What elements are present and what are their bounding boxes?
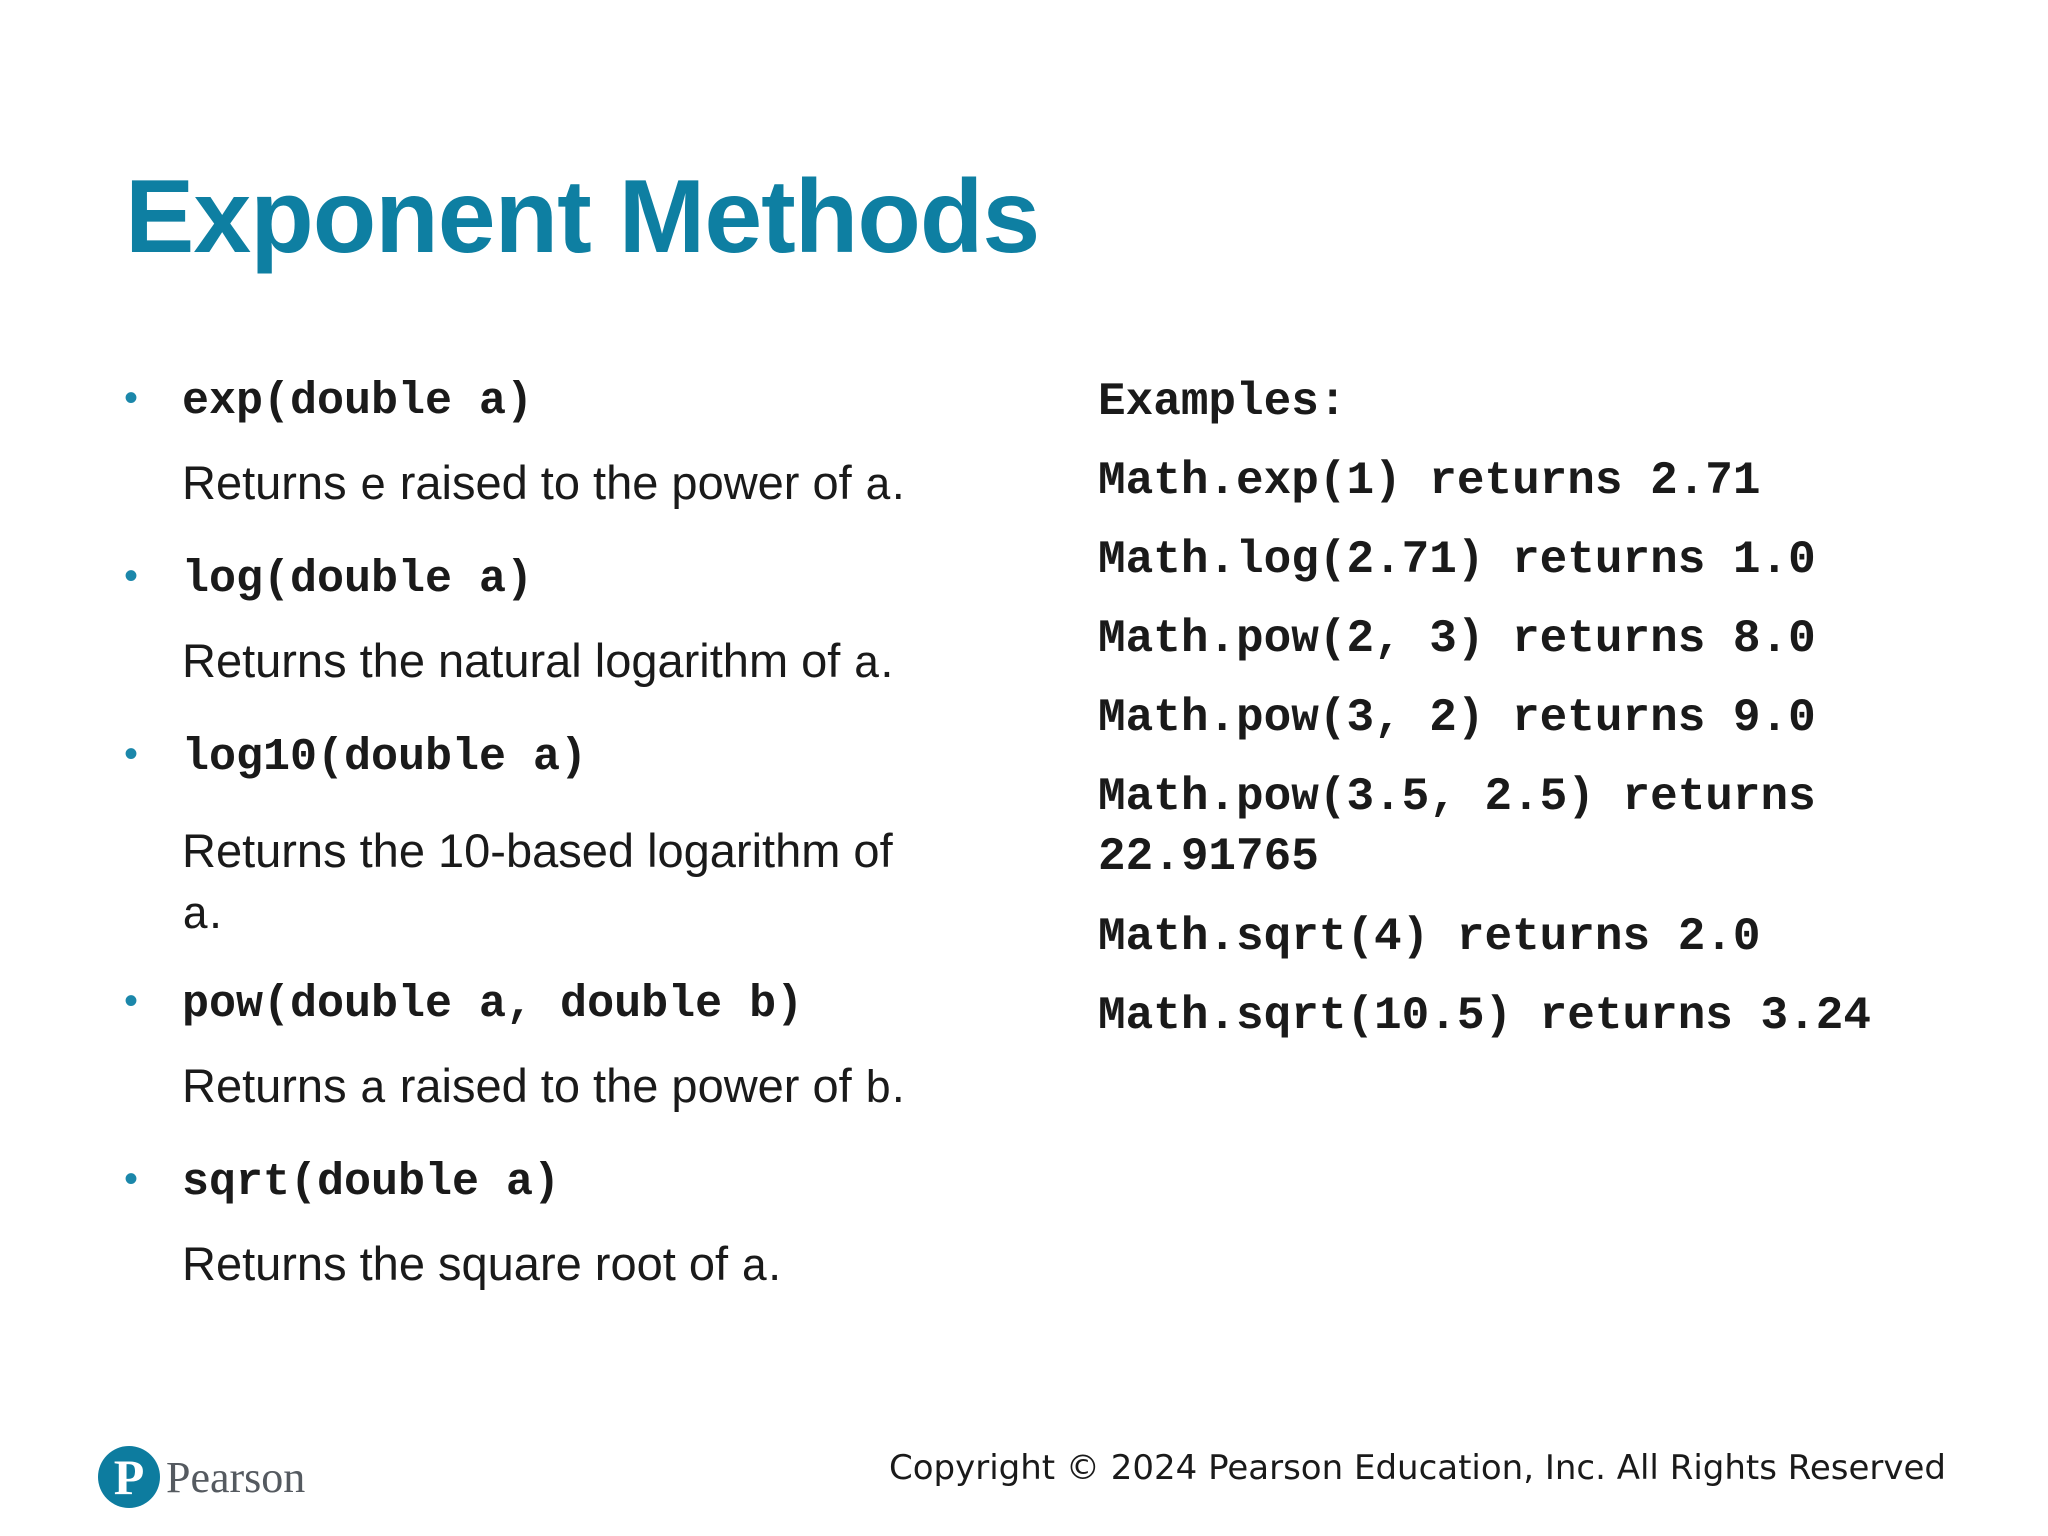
method-signature: exp(double a) — [182, 376, 534, 427]
method-item-log10 — [120, 728, 1000, 975]
bullet-icon: • — [124, 732, 139, 776]
method-signature: pow(double a, double b) — [182, 979, 804, 1030]
method-item-pow — [120, 975, 1000, 1153]
method-item-exp — [120, 372, 1000, 550]
bullet-icon: • — [124, 979, 139, 1023]
example-line: Math.sqrt(10.5) returns 3.24 — [1098, 990, 1871, 1042]
method-description: Returns the natural logarithm of a. — [182, 634, 894, 691]
method-signature: log10(double a) — [182, 732, 588, 783]
example-line: Math.pow(3, 2) returns 9.0 — [1098, 692, 1816, 744]
method-signature: log(double a) — [182, 554, 534, 605]
slide-title: Exponent Methods — [125, 159, 1040, 275]
method-signature: sqrt(double a) — [182, 1157, 561, 1208]
example-line: Math.exp(1) returns 2.71 — [1098, 455, 1761, 507]
bullet-icon: • — [124, 1157, 139, 1201]
method-item-log — [120, 550, 1000, 728]
examples-panel — [1098, 372, 2018, 1065]
method-description: Returns a raised to the power of b. — [182, 1059, 905, 1116]
method-description: Returns the 10-based logarithm of a. — [182, 824, 893, 942]
example-line: Math.log(2.71) returns 1.0 — [1098, 534, 1816, 586]
example-line: Math.pow(3.5, 2.5) returns 22.91765 — [1098, 771, 1816, 883]
pearson-wordmark: Pearson — [166, 1452, 306, 1502]
method-description: Returns e raised to the power of a. — [182, 456, 905, 513]
example-line: Math.sqrt(4) returns 2.0 — [1098, 911, 1761, 963]
pearson-logo — [98, 1446, 305, 1508]
example-line: Math.pow(2, 3) returns 8.0 — [1098, 613, 1816, 665]
method-list — [120, 372, 1000, 1331]
copyright-notice: Copyright © 2024 Pearson Education, Inc. All Rights Reserved — [888, 1448, 1946, 1488]
bullet-icon: • — [124, 554, 139, 598]
pearson-p-icon: P — [98, 1446, 160, 1508]
method-description: Returns the square root of a. — [182, 1237, 782, 1294]
method-item-sqrt — [120, 1153, 1000, 1331]
examples-heading: Examples: — [1098, 376, 1347, 428]
bullet-icon: • — [124, 376, 139, 420]
